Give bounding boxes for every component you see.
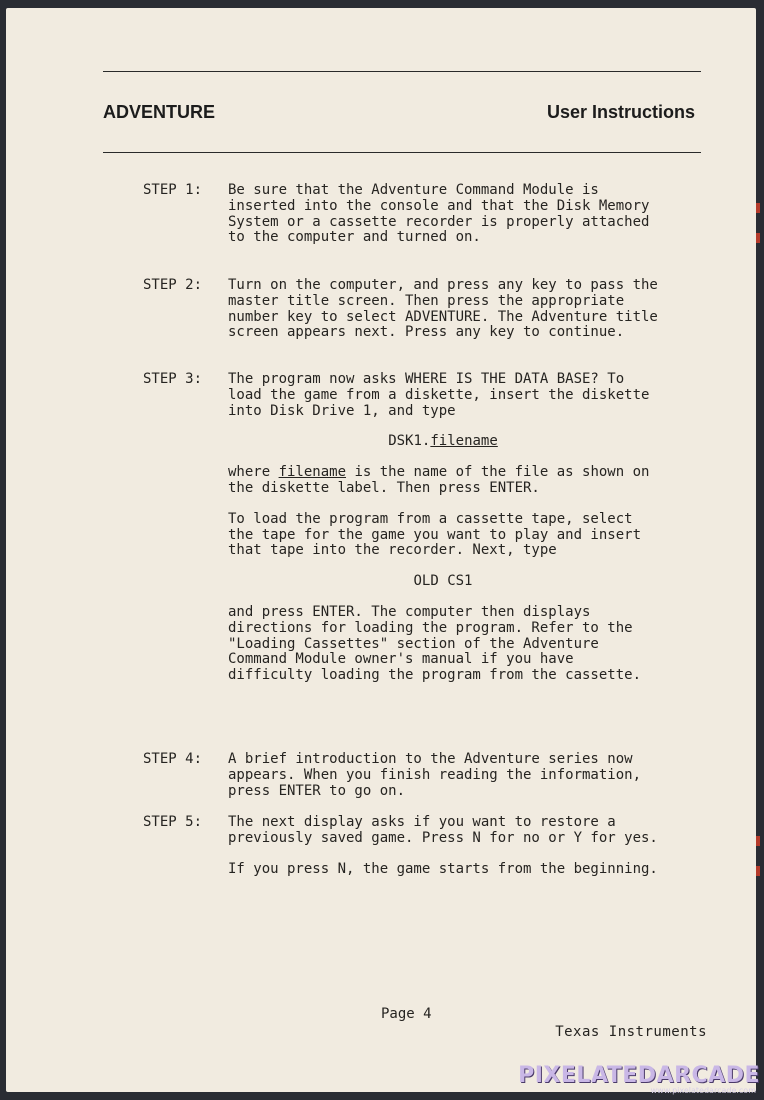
binder-clip-bottom [756, 828, 760, 906]
command-cassette: OLD CS1 [413, 573, 473, 590]
step-label: STEP 2: [143, 277, 203, 293]
binder-clip-top [756, 195, 760, 270]
step-text: The next display asks if you want to restore a previously saved game. Press N for no or Y for yes. [228, 814, 658, 846]
manual-page [6, 8, 756, 1092]
header-rule-top [103, 71, 701, 72]
step-text: and press ENTER. The computer then displays directions for loading the program. Refer to the "Loading Cassettes" section of the Adventure Command Module owner's manual if you have difficulty loading the program from the cassette. [228, 603, 642, 684]
step-text: where filename is the name of the file as shown on the diskette label. Then press ENTER. [228, 464, 650, 496]
step-text: To load the program from a cassette tape, select the tape for the game you want to play and insert that tape into the recorder. Next, type [228, 510, 642, 559]
watermark-logo: PIXELATEDARCADE [518, 1063, 760, 1088]
step-label: STEP 3: [143, 371, 203, 387]
step-text: The program now asks WHERE IS THE DATA BASE? To load the game from a diskette, insert the diskette into Disk Drive 1, and type [228, 371, 650, 419]
step-text: Be sure that the Adventure Command Module is inserted into the console and that the Disk Memory System or a cassette recorder is properly attached to the computer and turned on. [228, 182, 650, 246]
header-subtitle: User Instructions [546, 102, 695, 122]
step-text: A brief introduction to the Adventure series now appears. When you finish reading the information, press ENTER to go on. [228, 751, 642, 799]
command-disk: DSK1.filename [388, 433, 498, 450]
page-number: Page 4 [381, 1006, 432, 1022]
step-text: If you press N, the game starts from the beginning. [228, 860, 658, 877]
footer-brand: Texas Instruments [555, 1024, 707, 1040]
watermark-url: www.pixelatedarcade.com [650, 1086, 756, 1095]
step-label: STEP 5: [143, 814, 203, 830]
step-text: Turn on the computer, and press any key to pass the master title screen. Then press the appropriate number key to select ADVENTURE. The Adventure title screen appears next. Press any key to continue. [228, 277, 658, 341]
step-label: STEP 1: [143, 182, 203, 198]
header-title: ADVENTURE [103, 102, 216, 122]
header-rule-bottom [103, 152, 701, 153]
step-label: STEP 4: [143, 751, 203, 767]
